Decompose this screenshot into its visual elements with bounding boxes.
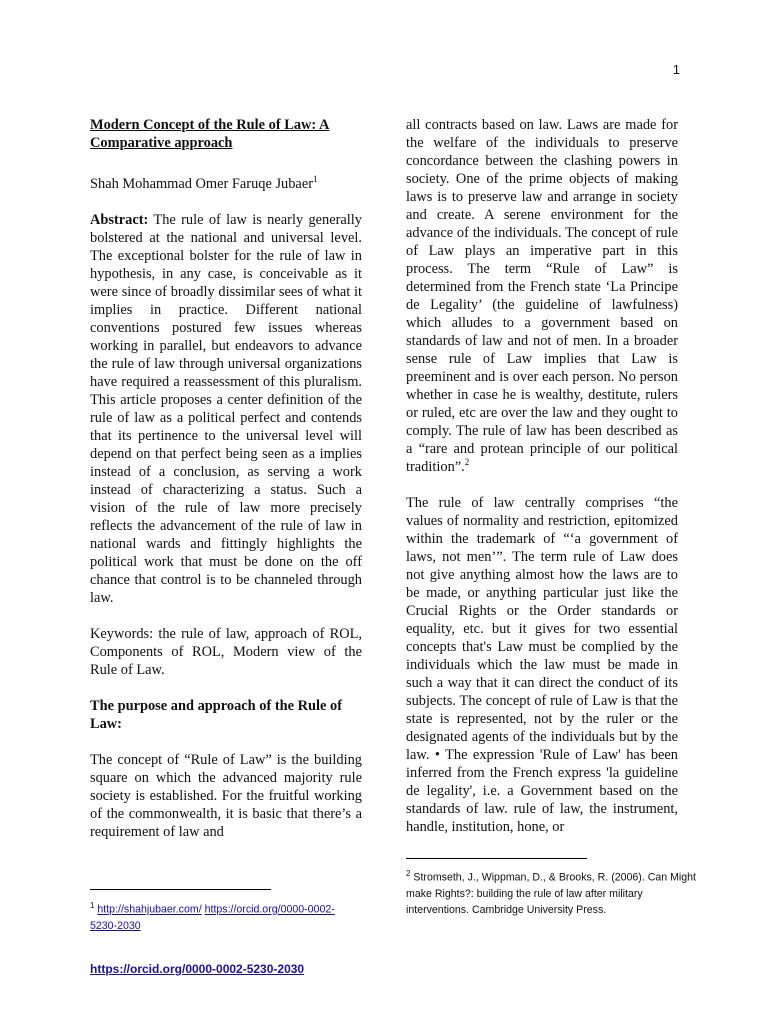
abstract (90, 211, 362, 607)
author-name: Shah Mohammad Omer Faruqe Jubaer (90, 175, 313, 192)
keywords: Keywords: the rule of law, approach of ROL, Components of ROL, Modern view of the Rule of Law. (90, 625, 362, 678)
section-heading: The purpose and approach of the Rule of Law: (90, 697, 343, 732)
footnote-1-orcid-link[interactable]: https://orcid.org/0000-0002-5230-2030 (90, 903, 335, 932)
right-paragraph-1-text: all contracts based on law. Laws are made for the welfare of the individuals to preserve concordance between the clashing powers in society. One of the prime objects of making laws is to preserve law and arrange in society and create. A serene environment for the advance of the individuals. The concept of rule of Law plays an imperative part in this process. The term “Rule of Law” is determined from the French state ‘La Principe de Legality’ (the guideline of lawfulness) which alludes to a government based on standards of law and not of men. In a broader sense rule of Law implies that Law is preeminent and is over each person. No person whether in case he is wealthy, destitute, rulers or ruled, etc are over the law and they ought to comply. The rule of law has been described as a “rare and protean principle of our political tradition”. (406, 117, 678, 475)
section-paragraph: The concept of “Rule of Law” is the building square on which the advanced majority rule society is established. For the fruitful working of the commonwealth, it is basic that there’s a requirement of law and (90, 751, 362, 840)
footnote-1 (90, 898, 360, 934)
abstract-text: The rule of law is nearly generally bolstered at the national and universal level. The exceptional bolster for the rule of law in hypothesis, in any case, is conceivable as it were since of broadly dissimilar sees of what it implies in practice. Different national conventions postured few issues whereas working in parallel, but endeavors to advance the rule of law through universal organizations have required a reassessment of this pluralism. This article proposes a center definition of the rule of law as a political perfect and contends that its pertinence to the universal level will depend on that perfect being seen as a implies instead of a conclusion, as serving a work instead of characterizing a status. Such a vision of the rule of law more precisely reflects the advancement of the rule of law in national wards and fittingly highlights the political work that must be done on the off chance that control is to be channeled through law. (90, 211, 363, 606)
right-column (406, 116, 678, 854)
footnote-2 (406, 866, 696, 918)
left-column (90, 116, 362, 859)
author-footnote-mark: 1 (313, 174, 318, 184)
page-number: 1 (672, 62, 680, 77)
citation-mark-2: 2 (464, 457, 470, 468)
abstract-label: Abstract: (90, 211, 149, 228)
right-paragraph-1 (406, 116, 678, 476)
right-paragraph-2: The rule of law centrally comprises “the values of normality and restriction, epitomized within the trademark of “‘a government of laws, not men’”. The term rule of Law does not give anything almost how the laws are to be made, or anything particular just like the Crucial Rights or the Order standards or equality, etc. but it gives for two essential concepts that's Law must be complied by the individuals which the law must be made in such a way that it can direct the conduct of its subjects. The concept of rule of Law is that the state is represented, not by the ruler or the designated agents of the individuals but by the law. • The expression 'Rule of Law' has been inferred from the French express 'la guideline de legality', i.e. a Government based on the standards of law. rule of law, the instrument, handle, institution, hone, or (406, 495, 678, 835)
footnote-2-text: Stromseth, J., Wippman, D., & Brooks, R. (2006). Can Might make Rights?: building the rule of law after military interventions. Cambridge University Press. (406, 871, 697, 916)
footnote-1-website-link[interactable]: http://shahjubaer.com/ (97, 903, 202, 916)
footnote-1-mark: 1 (90, 901, 95, 910)
footnote-2-mark: 2 (406, 869, 411, 878)
author-line (90, 170, 362, 193)
footnote-divider-left (90, 889, 271, 890)
paper-title: Modern Concept of the Rule of Law: A Comparative approach (90, 117, 330, 151)
orcid-link-bottom[interactable]: https://orcid.org/0000-0002-5230-2030 (90, 962, 305, 976)
footnote-divider-right (406, 858, 587, 859)
